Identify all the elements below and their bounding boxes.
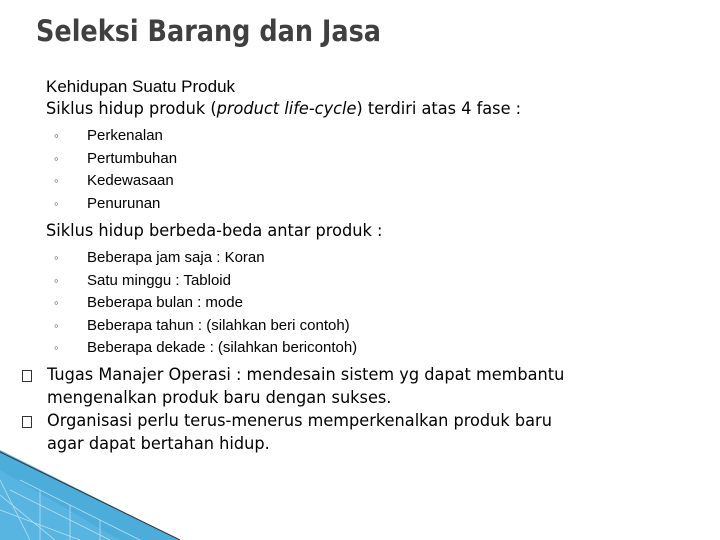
intro-text-before: Siklus hidup produk ( (46, 99, 217, 119)
list-item: ◦ Beberapa bulan : mode (46, 292, 706, 315)
circle-bullet-icon: ◦ (54, 173, 59, 188)
circle-bullet-icon: ◦ (54, 317, 59, 333)
list-item: ◦ Satu minggu : Tabloid (46, 270, 706, 293)
circle-bullet-icon: ◦ (54, 340, 59, 355)
circle-bullet-icon: ◦ (54, 150, 59, 166)
list-item: ◦ Penurunan (46, 193, 706, 216)
example-list (46, 247, 706, 360)
circle-bullet-icon: ◦ (54, 295, 59, 310)
square-bullet-icon (22, 416, 32, 428)
list-item: ◦ Pertumbuhan (46, 148, 706, 171)
circle-bullet-icon: ◦ (54, 250, 59, 265)
corner-decoration (0, 450, 200, 540)
circle-bullet-icon: ◦ (54, 272, 59, 288)
square-bullet-icon (22, 370, 32, 382)
lifecycle-variation: Siklus hidup berbeda-beda antar produk : (46, 221, 383, 241)
subheading: Kehidupan Suatu Produk (46, 77, 236, 96)
intro-text-after: ) terdiri atas 4 fase : (356, 99, 522, 119)
slide-content (46, 76, 706, 456)
list-item: ◦ Beberapa dekade : (silahkan bericontoh) (46, 337, 706, 360)
list-item: ◦ Kedewasaan (46, 170, 706, 193)
circle-bullet-icon: ◦ (54, 195, 59, 211)
point-item: Organisasi perlu terus-menerus memperkenalkan produk baru agar dapat bertahan hidup. (22, 410, 706, 456)
point-item: Tugas Manajer Operasi : mendesain sistem yg dapat membantu mengenalkan produk baru dengan sukses. (22, 364, 706, 410)
list-item: ◦ Beberapa jam saja : Koran (46, 247, 706, 270)
intro-italic-term: product life-cycle (216, 99, 357, 119)
lifecycle-intro (46, 97, 673, 121)
list-item: ◦ Beberapa tahun : (silahkan beri contoh) (46, 315, 706, 338)
list-item: ◦ Perkenalan (46, 125, 706, 148)
phase-list (46, 125, 706, 215)
circle-bullet-icon: ◦ (54, 128, 59, 143)
slide-title: Seleksi Barang dan Jasa (36, 14, 382, 48)
